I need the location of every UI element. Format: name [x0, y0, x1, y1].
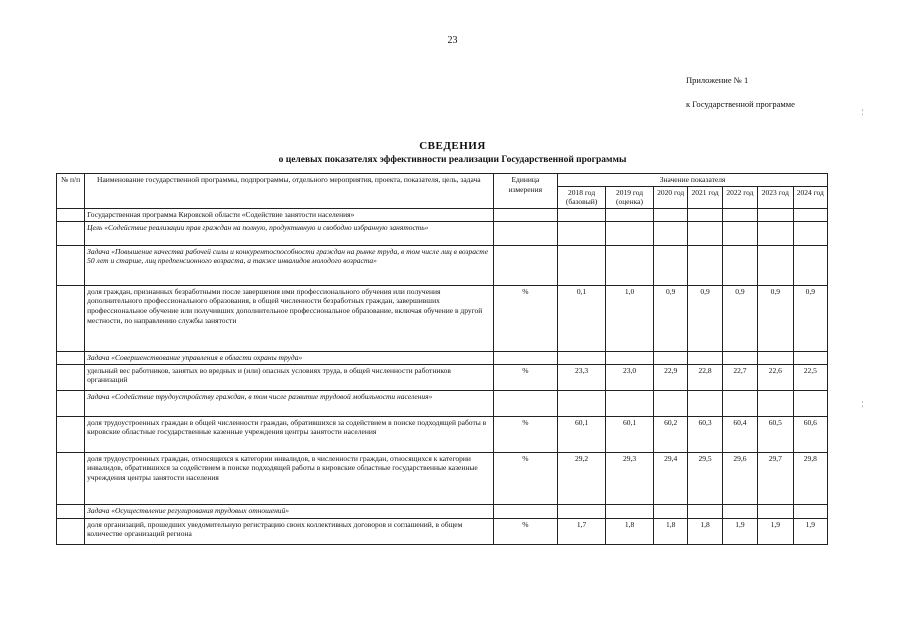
row-name: Задача «Повышение качества рабочей силы и конкурентоспособности граждан на рынке труда, в том числе лиц в возрасте 50 лет и старше, лиц предпенсионного возраста, а также инвалидов молодого возраста»	[85, 245, 493, 285]
row-value: 29,7	[758, 452, 793, 504]
row-value	[722, 245, 757, 285]
row-value	[722, 390, 757, 416]
row-number	[57, 245, 85, 285]
row-value	[688, 221, 722, 245]
row-value: 22,7	[722, 364, 757, 390]
row-unit	[493, 390, 558, 416]
row-name: доля трудоустроенных граждан в общей численности граждан, обратившихся за содействием в поиске подходящей работы в кировские областные государственные казенные учреждения центры занятости населения	[85, 416, 493, 452]
row-value: 29,4	[653, 452, 687, 504]
row-unit: %	[493, 285, 558, 351]
table-row	[57, 390, 828, 416]
header-year: 2019 год (оценка)	[606, 186, 654, 208]
row-unit: %	[493, 416, 558, 452]
table-row	[57, 416, 828, 452]
scan-mark: ¦	[862, 400, 864, 408]
row-value	[606, 245, 654, 285]
row-value: 29,8	[793, 452, 827, 504]
row-unit	[493, 245, 558, 285]
row-value: 0,9	[758, 285, 793, 351]
scan-mark: ¦	[862, 108, 864, 116]
row-value	[688, 504, 722, 518]
row-value	[758, 208, 793, 221]
row-name: Задача «Содействие трудоустройству граждан, в том числе развитие трудовой мобильности населения»	[85, 390, 493, 416]
row-unit: %	[493, 364, 558, 390]
indicators-table	[56, 173, 828, 545]
header-values-group: Значение показателя	[558, 174, 828, 187]
row-value	[688, 390, 722, 416]
row-value: 29,6	[722, 452, 757, 504]
row-number	[57, 364, 85, 390]
row-unit	[493, 208, 558, 221]
row-unit	[493, 504, 558, 518]
header-unit: Единица измерения	[493, 174, 558, 209]
row-value: 1,9	[793, 518, 827, 544]
row-name: доля трудоустроенных граждан, относящихся к категории инвалидов, в численности граждан, относящихся к категории инвалидов, обратившихся за содействием в поиске подходящей работы в кировские областные государственные казенные учреждения центры занятости населения	[85, 452, 493, 504]
header-num: № п/п	[57, 174, 85, 209]
row-value	[722, 351, 757, 364]
row-value: 22,8	[688, 364, 722, 390]
row-value	[688, 245, 722, 285]
row-name: Задача «Совершенствование управления в области охраны труда»	[85, 351, 493, 364]
row-value: 0,9	[722, 285, 757, 351]
row-value	[606, 504, 654, 518]
row-unit: %	[493, 518, 558, 544]
row-name: Государственная программа Кировской области «Содействие занятости населения»	[85, 208, 493, 221]
row-value: 23,0	[606, 364, 654, 390]
row-number	[57, 518, 85, 544]
table-row	[57, 351, 828, 364]
row-value	[558, 351, 606, 364]
table-row	[57, 452, 828, 504]
row-value: 29,2	[558, 452, 606, 504]
table-body	[57, 208, 828, 544]
row-value: 60,4	[722, 416, 757, 452]
row-name: доля граждан, признанных безработными после завершения ими профессионального обучения или получения дополнительного профессионального образования, в общей численности безработных граждан, завершивших профессиональное обучение или получивших дополнительное профессиональное образование, включая обучение в другой местности, по направлению службы занятости	[85, 285, 493, 351]
row-value: 60,6	[793, 416, 827, 452]
row-value	[793, 351, 827, 364]
row-number	[57, 504, 85, 518]
row-value: 0,9	[653, 285, 687, 351]
row-value: 22,5	[793, 364, 827, 390]
row-value	[722, 221, 757, 245]
table-row	[57, 245, 828, 285]
row-value	[558, 504, 606, 518]
row-value: 0,1	[558, 285, 606, 351]
row-value	[793, 390, 827, 416]
row-value: 60,1	[606, 416, 654, 452]
row-value: 29,3	[606, 452, 654, 504]
row-name: Цель «Содействие реализации прав граждан на полную, продуктивную и свободно избранную занятость»	[85, 221, 493, 245]
row-value	[558, 390, 606, 416]
table-row	[57, 208, 828, 221]
row-value: 23,3	[558, 364, 606, 390]
header-year: 2024 год	[793, 186, 827, 208]
row-value: 60,2	[653, 416, 687, 452]
header-name: Наименование государственной программы, подпрограммы, отдельного мероприятия, проекта, показателя, цель, задача	[85, 174, 493, 209]
row-value	[793, 208, 827, 221]
row-value: 29,5	[688, 452, 722, 504]
row-value: 22,6	[758, 364, 793, 390]
document-subtitle: о целевых показателях эффективности реализации Государственной программы	[278, 155, 627, 165]
row-value	[758, 504, 793, 518]
row-unit	[493, 221, 558, 245]
row-number	[57, 416, 85, 452]
row-value: 1,8	[606, 518, 654, 544]
table-row	[57, 285, 828, 351]
row-value: 1,8	[688, 518, 722, 544]
row-name: доля организаций, прошедших уведомительную регистрацию своих коллективных договоров и соглашений, в общем количестве организаций региона	[85, 518, 493, 544]
row-value	[606, 221, 654, 245]
table-row	[57, 364, 828, 390]
row-number	[57, 390, 85, 416]
row-value	[606, 390, 654, 416]
header-year: 2018 год (базовый)	[558, 186, 606, 208]
row-unit	[493, 351, 558, 364]
row-value	[653, 208, 687, 221]
row-value	[793, 504, 827, 518]
row-value: 1,9	[722, 518, 757, 544]
table-row	[57, 221, 828, 245]
row-value	[688, 208, 722, 221]
row-value: 0,9	[688, 285, 722, 351]
row-value	[653, 351, 687, 364]
row-value	[758, 221, 793, 245]
row-value: 1,0	[606, 285, 654, 351]
row-value	[688, 351, 722, 364]
row-name: Задача «Осуществление регулирования трудовых отношений»	[85, 504, 493, 518]
header-year: 2021 год	[688, 186, 722, 208]
row-value: 22,9	[653, 364, 687, 390]
row-value: 1,9	[758, 518, 793, 544]
page-number: 23	[447, 35, 458, 46]
row-number	[57, 221, 85, 245]
row-name: удельный вес работников, занятых во вредных и (или) опасных условиях труда, в общей численности работников организаций	[85, 364, 493, 390]
row-value	[606, 351, 654, 364]
row-value: 60,1	[558, 416, 606, 452]
table-header-row	[57, 174, 828, 187]
row-number	[57, 452, 85, 504]
table-row	[57, 504, 828, 518]
row-value	[558, 245, 606, 285]
header-year: 2023 год	[758, 186, 793, 208]
header-year: 2022 год	[722, 186, 757, 208]
appendix-reference: к Государственной программе	[686, 99, 795, 109]
row-value	[758, 390, 793, 416]
row-unit: %	[493, 452, 558, 504]
table-row	[57, 518, 828, 544]
row-value	[653, 504, 687, 518]
row-value	[653, 390, 687, 416]
row-number	[57, 351, 85, 364]
row-value	[558, 208, 606, 221]
row-value	[558, 221, 606, 245]
row-value: 60,3	[688, 416, 722, 452]
row-number	[57, 208, 85, 221]
row-value	[606, 208, 654, 221]
row-value: 0,9	[793, 285, 827, 351]
row-value	[722, 208, 757, 221]
row-value: 1,8	[653, 518, 687, 544]
row-value	[653, 245, 687, 285]
document-title: СВЕДЕНИЯ	[419, 140, 486, 152]
row-value	[758, 351, 793, 364]
row-value	[793, 245, 827, 285]
row-number	[57, 285, 85, 351]
row-value	[722, 504, 757, 518]
header-year: 2020 год	[653, 186, 687, 208]
row-value	[653, 221, 687, 245]
row-value: 1,7	[558, 518, 606, 544]
row-value	[793, 221, 827, 245]
appendix-label: Приложение № 1	[686, 75, 749, 85]
row-value: 60,5	[758, 416, 793, 452]
row-value	[758, 245, 793, 285]
